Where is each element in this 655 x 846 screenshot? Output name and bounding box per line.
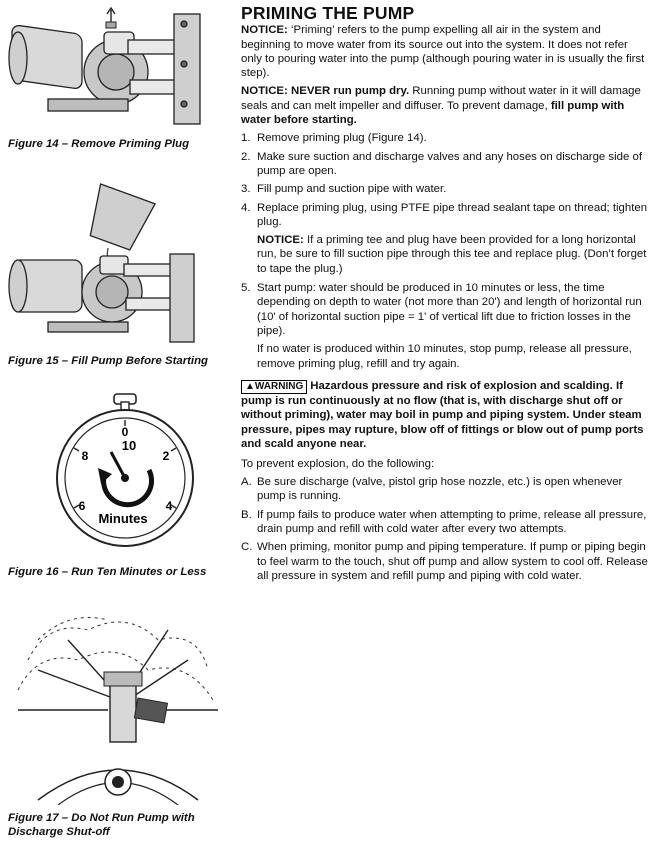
dial-label-2: 2 — [162, 449, 170, 463]
step-text: Fill pump and suction pipe with water. — [257, 183, 447, 196]
instructions-column — [241, 3, 651, 587]
figure-14-caption: Figure 14 – Remove Priming Plug — [8, 138, 190, 150]
step-text: Start pump: water should be produced in 10 minutes or less, the time depending on depth to water (not more than 20') and length of horizontal run (10' of horizontal suction pipe = 1' of vertical lift due to friction losses in the pipe). — [257, 282, 642, 337]
step-4-notice — [241, 233, 651, 276]
item-text: Be sure discharge (valve, pistol grip hose nozzle, etc.) is open whenever pump is running. — [257, 476, 623, 503]
step-4-notice-text: If a priming tee and plug have been provided for a long horizontal run, be sure to fill suction pipe through this tee and replace plug. (Don’t forget to tape the plug.) — [257, 234, 647, 275]
dry-run-label: NOTICE: NEVER run pump dry. — [241, 85, 410, 98]
figure-15-caption: Figure 15 – Fill Pump Before Starting — [8, 355, 209, 367]
dial-label-8: 8 — [81, 449, 89, 463]
pump-remove-plug-illustration — [8, 4, 218, 128]
warning-tag: ▲WARNING — [241, 380, 307, 394]
dial-label-0: 0 — [121, 425, 129, 439]
step-5 — [241, 281, 651, 338]
step-number: 4. — [241, 201, 251, 214]
notice-label: NOTICE: — [241, 24, 288, 37]
item-letter: C. — [241, 541, 253, 554]
step-4 — [241, 201, 651, 230]
prevent-item-c — [241, 540, 651, 583]
figure-17-caption-line2: Discharge Shut-off — [8, 826, 110, 838]
step-4-notice-label: NOTICE: — [257, 234, 304, 247]
prevent-item-a — [241, 475, 651, 504]
dial-label-4: 4 — [165, 499, 173, 513]
figure-17-caption — [8, 811, 230, 839]
step-text: Make sure suction and discharge valves and any hoses on discharge side of pump are open. — [257, 150, 642, 177]
figure-17-caption-line1: Figure 17 – Do Not Run Pump with — [8, 812, 195, 824]
prevent-intro: To prevent explosion, do the following: — [241, 457, 435, 470]
step-1 — [241, 131, 651, 145]
step-5-note: If no water is produced within 10 minutes, stop pump, release all pressure, remove priming plug, refill and try again. — [257, 343, 632, 370]
step-3 — [241, 182, 651, 196]
notice-text: ‘Priming’ refers to the pump expelling all air in the system and beginning to move water from its source out into the system. It does not refer only to pouring water into the pump (although pouring water in is usually the first step). — [241, 24, 645, 80]
item-text: When priming, monitor pump and piping temperature. If pump or piping begin to feel warm to the touch, shut off pump and allow system to cool off. Release all pressure in system and refill pump and piping with cold water. — [257, 541, 648, 582]
dial-label-6: 6 — [78, 499, 86, 513]
prevent-item-b — [241, 508, 651, 537]
step-number: 2. — [241, 150, 251, 163]
stopwatch-illustration — [8, 392, 228, 552]
item-text: If pump fails to produce water when attempting to prime, release all pressure, drain pump and refill with cold water after every two attempts. — [257, 508, 647, 536]
figure-16-caption: Figure 16 – Run Ten Minutes or Less — [8, 566, 207, 578]
step-text: Replace priming plug, using PTFE pipe thread sealant tape on thread; tighten plug. — [257, 201, 648, 228]
step-number: 5. — [241, 282, 251, 295]
discharge-shutoff-illustration — [8, 600, 228, 805]
step-text: Remove priming plug (Figure 14). — [257, 132, 427, 145]
section-title: PRIMING THE PUMP — [241, 3, 415, 23]
priming-notice — [241, 23, 651, 80]
dry-run-notice — [241, 84, 651, 127]
dry-run-text: Running pump without water in it will damage seals and can melt impeller and diffuser. To prevent damage, — [241, 85, 641, 112]
warning-text: Hazardous pressure and risk of explosion and scalding. If pump is run continuously at no flow (that is, with discharge shut off or without priming), water may boil in pump and piping system. Under steam pressure, pipes may rupture, blow off of fittings or blow out of pump ports and scald anyone near. — [241, 379, 644, 451]
warning-block — [241, 379, 651, 452]
dry-run-bold-end: fill pump with water before starting. — [241, 99, 625, 127]
step-number: 1. — [241, 132, 251, 145]
step-number: 3. — [241, 183, 251, 196]
pump-fill-illustration — [8, 180, 218, 345]
dial-unit-label: Minutes — [98, 511, 148, 526]
item-letter: A. — [241, 476, 252, 489]
dial-label-10: 10 — [121, 438, 137, 453]
step-2 — [241, 150, 651, 179]
figure-column — [0, 0, 232, 846]
item-letter: B. — [241, 508, 252, 521]
